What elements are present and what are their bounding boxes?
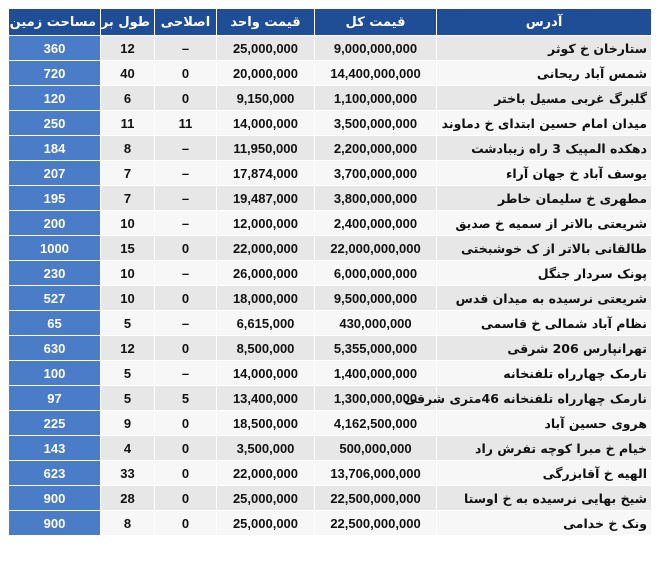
cell-renovation: – — [155, 186, 217, 211]
cell-total-price: 9,500,000,000 — [315, 286, 437, 311]
cell-renovation: 0 — [155, 61, 217, 86]
cell-address: طالقانی بالاتر از ک خوشبختی — [437, 236, 652, 261]
table-row — [9, 411, 652, 436]
land-price-table — [8, 8, 652, 536]
cell-address: نارمک چهارراه تلفنخانه — [437, 361, 652, 386]
cell-renovation: – — [155, 36, 217, 61]
cell-renovation: – — [155, 211, 217, 236]
cell-total-price: 22,000,000,000 — [315, 236, 437, 261]
cell-unit-price: 26,000,000 — [217, 261, 315, 286]
cell-frontage: 9 — [101, 411, 155, 436]
cell-frontage: 6 — [101, 86, 155, 111]
cell-renovation: – — [155, 361, 217, 386]
cell-renovation: 0 — [155, 286, 217, 311]
cell-land-area: 195 — [9, 186, 101, 211]
cell-address: ونک خ خدامی — [437, 511, 652, 536]
cell-land-area: 1000 — [9, 236, 101, 261]
cell-unit-price: 11,950,000 — [217, 136, 315, 161]
cell-land-area: 100 — [9, 361, 101, 386]
table-row — [9, 436, 652, 461]
cell-land-area: 184 — [9, 136, 101, 161]
cell-land-area: 225 — [9, 411, 101, 436]
table-row — [9, 511, 652, 536]
cell-total-price: 5,355,000,000 — [315, 336, 437, 361]
cell-renovation: 0 — [155, 436, 217, 461]
cell-total-price: 22,500,000,000 — [315, 511, 437, 536]
cell-unit-price: 8,500,000 — [217, 336, 315, 361]
cell-address: شریعتی نرسیده به میدان قدس — [437, 286, 652, 311]
cell-frontage: 15 — [101, 236, 155, 261]
cell-unit-price: 14,000,000 — [217, 111, 315, 136]
cell-total-price: 2,200,000,000 — [315, 136, 437, 161]
cell-total-price: 9,000,000,000 — [315, 36, 437, 61]
cell-land-area: 97 — [9, 386, 101, 411]
cell-frontage: 8 — [101, 511, 155, 536]
table-row — [9, 186, 652, 211]
cell-frontage: 11 — [101, 111, 155, 136]
cell-address: میدان امام حسین ابتدای خ دماوند — [437, 111, 652, 136]
cell-address: نظام آباد شمالی خ قاسمی — [437, 311, 652, 336]
cell-land-area: 360 — [9, 36, 101, 61]
cell-total-price: 500,000,000 — [315, 436, 437, 461]
cell-land-area: 230 — [9, 261, 101, 286]
cell-frontage: 10 — [101, 211, 155, 236]
cell-unit-price: 25,000,000 — [217, 486, 315, 511]
header-frontage: طول بر — [101, 9, 155, 36]
header-unit-price: قیمت واحد — [217, 9, 315, 36]
header-row — [9, 9, 652, 36]
cell-unit-price: 20,000,000 — [217, 61, 315, 86]
cell-total-price: 430,000,000 — [315, 311, 437, 336]
cell-address: خیام خ مبرا کوچه تفرش راد — [437, 436, 652, 461]
cell-renovation: 0 — [155, 411, 217, 436]
cell-renovation: 0 — [155, 461, 217, 486]
cell-land-area: 120 — [9, 86, 101, 111]
cell-address: الهیه خ آقابزرگی — [437, 461, 652, 486]
cell-address: شمس آباد ریحانی — [437, 61, 652, 86]
cell-land-area: 65 — [9, 311, 101, 336]
cell-address: هروی حسین آباد — [437, 411, 652, 436]
cell-renovation: 5 — [155, 386, 217, 411]
cell-address: یوسف آباد خ جهان آراء — [437, 161, 652, 186]
cell-unit-price: 22,000,000 — [217, 461, 315, 486]
cell-unit-price: 9,150,000 — [217, 86, 315, 111]
cell-total-price: 22,500,000,000 — [315, 486, 437, 511]
cell-renovation: – — [155, 136, 217, 161]
cell-renovation: – — [155, 261, 217, 286]
cell-renovation: 0 — [155, 336, 217, 361]
cell-total-price: 13,706,000,000 — [315, 461, 437, 486]
table-row — [9, 161, 652, 186]
cell-land-area: 900 — [9, 511, 101, 536]
cell-total-price: 1,400,000,000 — [315, 361, 437, 386]
table-header — [9, 9, 652, 36]
cell-renovation: 0 — [155, 511, 217, 536]
cell-frontage: 28 — [101, 486, 155, 511]
cell-unit-price: 13,400,000 — [217, 386, 315, 411]
cell-frontage: 40 — [101, 61, 155, 86]
cell-frontage: 10 — [101, 286, 155, 311]
cell-unit-price: 18,000,000 — [217, 286, 315, 311]
cell-total-price: 2,400,000,000 — [315, 211, 437, 236]
cell-renovation: – — [155, 311, 217, 336]
header-land-area: مساحت زمین — [9, 9, 101, 36]
cell-unit-price: 25,000,000 — [217, 511, 315, 536]
cell-total-price: 3,700,000,000 — [315, 161, 437, 186]
cell-address: پونک سردار جنگل — [437, 261, 652, 286]
cell-renovation: – — [155, 161, 217, 186]
cell-total-price: 14,400,000,000 — [315, 61, 437, 86]
table-row — [9, 236, 652, 261]
cell-land-area: 207 — [9, 161, 101, 186]
cell-land-area: 720 — [9, 61, 101, 86]
table-row — [9, 61, 652, 86]
cell-frontage: 5 — [101, 386, 155, 411]
cell-land-area: 200 — [9, 211, 101, 236]
cell-total-price: 4,162,500,000 — [315, 411, 437, 436]
table-row — [9, 486, 652, 511]
cell-frontage: 4 — [101, 436, 155, 461]
cell-total-price: 6,000,000,000 — [315, 261, 437, 286]
cell-land-area: 900 — [9, 486, 101, 511]
cell-address: دهکده المپیک 3 راه زیبادشت — [437, 136, 652, 161]
cell-address: مطهری خ سلیمان خاطر — [437, 186, 652, 211]
cell-unit-price: 19,487,000 — [217, 186, 315, 211]
cell-address: نارمک چهارراه تلفنخانه 46متری شرقی — [437, 386, 652, 411]
cell-renovation: 0 — [155, 236, 217, 261]
cell-unit-price: 25,000,000 — [217, 36, 315, 61]
cell-address: شیخ بهایی نرسیده به خ اوستا — [437, 486, 652, 511]
cell-address: تهرانپارس 206 شرقی — [437, 336, 652, 361]
table-row — [9, 136, 652, 161]
cell-total-price: 3,500,000,000 — [315, 111, 437, 136]
cell-frontage: 5 — [101, 361, 155, 386]
cell-frontage: 7 — [101, 186, 155, 211]
table-row — [9, 86, 652, 111]
table-row — [9, 386, 652, 411]
cell-frontage: 8 — [101, 136, 155, 161]
cell-renovation: 0 — [155, 86, 217, 111]
cell-total-price: 3,800,000,000 — [315, 186, 437, 211]
cell-frontage: 33 — [101, 461, 155, 486]
cell-frontage: 10 — [101, 261, 155, 286]
table-row — [9, 211, 652, 236]
cell-frontage: 5 — [101, 311, 155, 336]
table-row — [9, 36, 652, 61]
table-row — [9, 261, 652, 286]
cell-unit-price: 17,874,000 — [217, 161, 315, 186]
cell-address: گلبرگ غربی مسیل باختر — [437, 86, 652, 111]
header-total-price: قیمت کل — [315, 9, 437, 36]
cell-address: شریعتی بالاتر از سمیه خ صدیق — [437, 211, 652, 236]
cell-address: ستارخان خ کوثر — [437, 36, 652, 61]
cell-unit-price: 18,500,000 — [217, 411, 315, 436]
cell-unit-price: 3,500,000 — [217, 436, 315, 461]
cell-unit-price: 12,000,000 — [217, 211, 315, 236]
table-body — [9, 36, 652, 536]
cell-total-price: 1,100,000,000 — [315, 86, 437, 111]
table-row — [9, 336, 652, 361]
table-row — [9, 311, 652, 336]
cell-land-area: 630 — [9, 336, 101, 361]
cell-land-area: 143 — [9, 436, 101, 461]
cell-renovation: 0 — [155, 486, 217, 511]
cell-frontage: 12 — [101, 36, 155, 61]
cell-unit-price: 6,615,000 — [217, 311, 315, 336]
cell-frontage: 7 — [101, 161, 155, 186]
header-address: آدرس — [437, 9, 652, 36]
cell-land-area: 250 — [9, 111, 101, 136]
cell-unit-price: 22,000,000 — [217, 236, 315, 261]
cell-frontage: 12 — [101, 336, 155, 361]
table-row — [9, 111, 652, 136]
table-row — [9, 461, 652, 486]
cell-unit-price: 14,000,000 — [217, 361, 315, 386]
header-renovation: اصلاحی — [155, 9, 217, 36]
table-row — [9, 286, 652, 311]
cell-total-price: 1,300,000,000 — [315, 386, 437, 411]
cell-renovation: 11 — [155, 111, 217, 136]
cell-land-area: 527 — [9, 286, 101, 311]
cell-land-area: 623 — [9, 461, 101, 486]
table-row — [9, 361, 652, 386]
